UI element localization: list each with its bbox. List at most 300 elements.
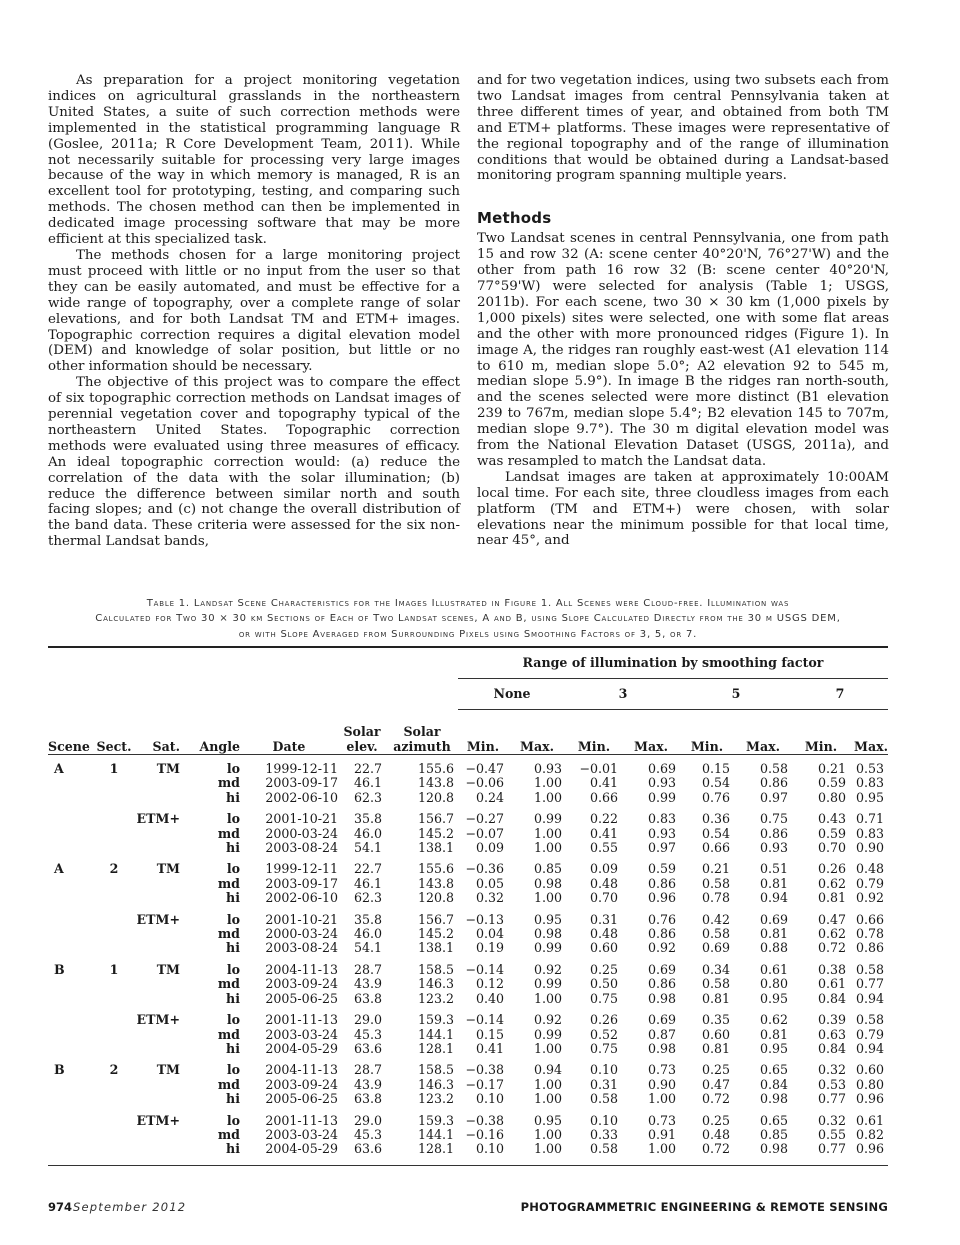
table-cell: 0.58 (589, 1141, 618, 1157)
table-cell: md (217, 1076, 240, 1092)
table-cell: A (54, 761, 64, 776)
table-cell: 0.82 (855, 1126, 884, 1142)
table-cell: 35.8 (353, 811, 382, 827)
table-cell (48, 977, 94, 991)
table-cell: hi (226, 1040, 240, 1056)
caption-line: Calculated for Two 30 × 30 km Sections of Each of Two Landsat scenes, A and B, using Slope Calculated Directly from the 30 m USGS DEM, (95, 613, 841, 625)
table-cell: 0.77 (817, 1141, 846, 1157)
table-cell: 0.96 (855, 1141, 884, 1157)
table-cell: 0.85 (533, 861, 562, 877)
table-cell: 0.32 (475, 890, 504, 906)
table-cell: 1.00 (533, 1091, 562, 1107)
table-cell: 0.86 (647, 976, 676, 992)
table-cell: 0.35 (701, 1012, 730, 1028)
table-cell: md (217, 875, 240, 891)
table-cell: 128.1 (417, 1040, 454, 1056)
table-row (48, 1078, 888, 1092)
column-header: Min. (566, 710, 622, 755)
table-cell: 0.65 (759, 1062, 788, 1078)
table-cell: 0.41 (589, 825, 618, 841)
table-cell: 0.40 (475, 990, 504, 1006)
table-cell: 0.09 (589, 861, 618, 877)
table-cell: 0.25 (589, 961, 618, 977)
table-cell (134, 977, 180, 991)
table-cell: 0.98 (647, 990, 676, 1006)
table-cell: 123.2 (417, 990, 454, 1006)
paragraph: and for two vegetation indices, using two subsets each from two Landsat images from central Pennsylvania taken at three different times of year, and obtained from both TM and ETM+ platforms. These images were representative of the regional topography and of the range of illumination conditions that would be obtained during a Landsat-based monitoring program spanning multiple years. (477, 73, 889, 184)
table-cell: 2003-03-24 (265, 1126, 338, 1142)
table-cell (94, 891, 134, 905)
table-cell: 156.7 (417, 911, 454, 927)
table-cell: −0.38 (465, 1112, 504, 1128)
table-cell: 0.05 (475, 875, 504, 891)
table-cell: lo (226, 1012, 240, 1028)
right-text-column (477, 73, 889, 549)
table-cell: 0.70 (589, 890, 618, 906)
table-cell: 2001-11-13 (265, 1112, 338, 1128)
table-cell: −0.38 (465, 1062, 504, 1078)
table-row (48, 827, 888, 841)
table-cell: 0.69 (647, 961, 676, 977)
table-cell: md (217, 1126, 240, 1142)
table-row (48, 891, 888, 905)
table-cell: 0.73 (647, 1062, 676, 1078)
table-cell (94, 1013, 134, 1027)
table-cell: 0.52 (589, 1026, 618, 1042)
table-cell: md (217, 926, 240, 942)
table-cell: 0.58 (701, 875, 730, 891)
table-cell: 0.77 (855, 976, 884, 992)
table-cell: TM (156, 761, 180, 776)
table-cell: 0.83 (855, 775, 884, 791)
table-cell: 0.21 (701, 861, 730, 877)
table-cell: 0.48 (589, 926, 618, 942)
table-row (48, 1013, 888, 1027)
table-cell: 0.25 (701, 1062, 730, 1078)
table-cell: 0.93 (647, 775, 676, 791)
page-number: 974 (48, 1200, 73, 1214)
table-cell: 144.1 (417, 1126, 454, 1142)
table-row (48, 862, 888, 876)
table-cell: 29.0 (353, 1112, 382, 1128)
table-cell: ETM+ (136, 811, 180, 827)
page-footer (48, 1200, 888, 1216)
table-cell (94, 1092, 134, 1106)
table-cell: 0.36 (701, 811, 730, 827)
table-cell: 1.00 (647, 1141, 676, 1157)
table-row (48, 941, 888, 955)
table-cell: 1.00 (533, 789, 562, 805)
table-cell: 0.15 (475, 1026, 504, 1042)
table-cell: hi (226, 1091, 240, 1107)
table-cell: 146.3 (417, 1076, 454, 1092)
table-cell (94, 1142, 134, 1156)
table-cell: 0.71 (855, 811, 884, 827)
table-cell: 156.7 (417, 811, 454, 827)
table-cell (94, 992, 134, 1006)
table-cell: 0.73 (647, 1112, 676, 1128)
table-cell: 0.99 (533, 811, 562, 827)
table-cell: 28.7 (353, 961, 382, 977)
table-cell: 2001-10-21 (265, 811, 338, 827)
column-header: Solar azimuth (386, 710, 458, 755)
table-cell: 0.84 (759, 1076, 788, 1092)
column-header: Max. (622, 710, 680, 755)
table-cell: 0.66 (589, 789, 618, 805)
table-cell (134, 1142, 180, 1156)
table-cell: 0.75 (759, 811, 788, 827)
table-cell: 0.51 (759, 861, 788, 877)
table-cell: 0.80 (817, 789, 846, 805)
table-cell: 2002-06-10 (265, 789, 338, 805)
table-cell (94, 877, 134, 891)
table-cell: lo (226, 861, 240, 877)
table-cell: 0.86 (759, 825, 788, 841)
table-cell: 0.53 (855, 761, 884, 776)
table-cell (94, 841, 134, 855)
table-row (48, 992, 888, 1006)
table-row (48, 977, 888, 991)
table-cell: 0.75 (589, 1040, 618, 1056)
table-cell (48, 776, 94, 790)
table-cell: 2 (109, 861, 119, 877)
table-cell: 0.83 (855, 825, 884, 841)
paragraph: Two Landsat scenes in central Pennsylvania, one from path 15 and row 32 (A: scene center 40°20'N, 76°27'W) and the other from path 16 row 32 (B: scene center 40°20'N, 77°59'W) were selected for analysis (Table 1; USGS, 2011b). For each scene, two 30 × 30 km (1,000 pixels by 1,000 pixels) sites were selected, one with some flat areas and the other with more pronounced ridges (Figure 1). In image A, the ridges ran roughly east-west (A1 elevation 114 to 610 m, median slope 5.0°; A2 elevation 92 to 545 m, median slope 5.9°). In image B the ridges ran north-south, and the scenes selected were more distinct (B1 elevation 239 to 767m, median slope 5.4°; B2 elevation 145 to 707m, median slope 9.7°). The 30 m digital elevation model was from the National Elevation Dataset (USGS, 2011a), and was resampled to match the Landsat data. (477, 231, 889, 469)
table-cell: 1.00 (533, 775, 562, 791)
table-cell: 2003-09-17 (265, 875, 338, 891)
column-header: Max. (850, 710, 888, 755)
column-header: Scene (48, 710, 94, 755)
table-cell: 1.00 (533, 890, 562, 906)
caption-line: Table 1. Landsat Scene Characteristics for the Images Illustrated in Figure 1. All Scenes were Cloud-free. Illumination was (146, 598, 790, 609)
table-cell: 0.76 (701, 789, 730, 805)
table-cell: 0.34 (701, 961, 730, 977)
table-cell: 0.38 (817, 961, 846, 977)
table-cell (134, 827, 180, 841)
column-header: Min. (458, 710, 508, 755)
column-header: Min. (680, 710, 734, 755)
table-cell: 0.95 (759, 990, 788, 1006)
table-cell: 63.8 (353, 990, 382, 1006)
paragraph: As preparation for a project monitoring vegetation indices on agricultural grasslands in the northeastern United States, a suite of such correction methods were implemented in the statistical programming language R (Goslee, 2011a; R Core Development Team, 2011). While not necessarily suitable for processing very large images because of the way in which memory is managed, R is an excellent tool for prototyping, testing, and comparing such methods. The chosen method can then be implemented in dedicated image processing software that may be more efficient at this specialized task. (48, 73, 460, 248)
table-cell: 46.1 (353, 875, 382, 891)
table-cell: 0.12 (475, 976, 504, 992)
table-cell: 0.60 (855, 1062, 884, 1078)
table-cell: 0.88 (759, 940, 788, 956)
table-cell: 0.81 (701, 1040, 730, 1056)
table-cell: 2000-03-24 (265, 926, 338, 942)
table-cell: 0.59 (647, 861, 676, 877)
table-cell: 1.00 (533, 1076, 562, 1092)
table-row (48, 1028, 888, 1042)
table-cell: 0.69 (759, 911, 788, 927)
table-cell: 0.92 (647, 940, 676, 956)
table-cell: 0.69 (647, 761, 676, 776)
table-cell: 0.09 (475, 840, 504, 856)
table-cell: 0.76 (647, 911, 676, 927)
table-cell (48, 877, 94, 891)
table-cell: ETM+ (136, 911, 180, 927)
table-cell: 0.92 (533, 1012, 562, 1028)
table-cell: 0.72 (701, 1141, 730, 1157)
table-cell: 2004-11-13 (265, 961, 338, 977)
table-cell: −0.14 (465, 1012, 504, 1028)
table-row (48, 927, 888, 941)
column-header: Min. (792, 710, 850, 755)
table-cell (94, 977, 134, 991)
table-cell: md (217, 775, 240, 791)
table-cell: 158.5 (417, 961, 454, 977)
table-cell: 0.96 (855, 1091, 884, 1107)
table-cell: md (217, 1026, 240, 1042)
table-cell: 138.1 (417, 940, 454, 956)
table-cell (94, 1078, 134, 1092)
table-cell: 1 (109, 761, 119, 776)
table-cell: 1.00 (533, 1141, 562, 1157)
table-cell: 0.66 (701, 840, 730, 856)
table-cell: 0.98 (533, 926, 562, 942)
table-cell: 0.60 (701, 1026, 730, 1042)
caption-line: or with Slope Averaged from Surrounding Pixels using Smoothing Factors of 3, 5, or 7. (238, 628, 698, 640)
table-cell: 0.93 (759, 840, 788, 856)
table-cell: lo (226, 1062, 240, 1078)
smoothing-factor-header: 3 (566, 679, 680, 710)
table-cell: hi (226, 990, 240, 1006)
table-cell: 0.90 (647, 1076, 676, 1092)
table-cell: 63.8 (353, 1091, 382, 1107)
table-cell: lo (226, 811, 240, 827)
table-cell: 0.79 (855, 1026, 884, 1042)
table-cell: 0.24 (475, 789, 504, 805)
left-text-column (48, 73, 460, 550)
table-cell: 0.26 (817, 861, 846, 877)
table-cell: −0.16 (465, 1126, 504, 1142)
table-cell: −0.13 (465, 911, 504, 927)
table-cell: 1.00 (533, 825, 562, 841)
table-cell: 0.54 (701, 825, 730, 841)
table-cell: B (54, 961, 65, 977)
table-cell: 1.00 (533, 990, 562, 1006)
table-cell: 0.55 (589, 840, 618, 856)
table-cell: hi (226, 940, 240, 956)
table-cell: 2003-08-24 (265, 940, 338, 956)
table-cell: 0.94 (855, 1040, 884, 1056)
issue-date: September 2012 (73, 1200, 187, 1214)
table-row (48, 877, 888, 891)
table-row (48, 1142, 888, 1156)
table-cell: ETM+ (136, 1112, 180, 1128)
table-cell (94, 776, 134, 790)
table-cell: 2001-10-21 (265, 911, 338, 927)
table-cell: 0.10 (589, 1062, 618, 1078)
table-cell: 0.65 (759, 1112, 788, 1128)
paragraph: Landsat images are taken at approximately 10:00AM local time. For each site, three cloudless images from each platform (TM and ETM+) were chosen, with solar elevations near the minimum possible for that local time, near 45°, and (477, 469, 889, 549)
table-cell: 0.48 (589, 875, 618, 891)
table-cell: ETM+ (136, 1012, 180, 1028)
table-cell: 22.7 (353, 761, 382, 776)
table-cell: 1.00 (533, 1126, 562, 1142)
table-cell (48, 1042, 94, 1056)
table-cell: 0.33 (589, 1126, 618, 1142)
table-cell (48, 1114, 94, 1128)
table-cell: −0.06 (465, 775, 504, 791)
column-header: Max. (508, 710, 566, 755)
table-cell: 0.86 (647, 926, 676, 942)
table-row (48, 762, 888, 776)
table-cell: 0.39 (817, 1012, 846, 1028)
table-cell (94, 1128, 134, 1142)
smoothing-factor-header: 5 (680, 679, 792, 710)
table-cell: 0.99 (647, 789, 676, 805)
table-cell: 0.58 (855, 961, 884, 977)
table-cell: md (217, 976, 240, 992)
table-cell (134, 1092, 180, 1106)
table-cell: 46.1 (353, 775, 382, 791)
table-cell (48, 913, 94, 927)
table-cell (94, 1114, 134, 1128)
table-cell: 0.78 (855, 926, 884, 942)
table-cell: 0.26 (589, 1012, 618, 1028)
table-cell (48, 941, 94, 955)
table-row (48, 963, 888, 977)
smoothing-factor-header: 7 (792, 679, 888, 710)
column-header: Date (240, 710, 338, 755)
table-cell: TM (156, 1062, 180, 1078)
table-cell: 0.94 (759, 890, 788, 906)
table-cell: 0.58 (701, 976, 730, 992)
table-cell: 35.8 (353, 911, 382, 927)
table-cell: 0.47 (701, 1076, 730, 1092)
table-cell: 120.8 (417, 789, 454, 805)
table-cell: 45.3 (353, 1126, 382, 1142)
table-cell: 54.1 (353, 840, 382, 856)
table-row (48, 1128, 888, 1142)
table-cell: 0.81 (759, 926, 788, 942)
table-row (48, 1063, 888, 1077)
table-row (48, 791, 888, 805)
table-cell: 28.7 (353, 1062, 382, 1078)
table-cell: 0.62 (817, 926, 846, 942)
table-cell: 2000-03-24 (265, 825, 338, 841)
smoothing-factor-header: None (458, 679, 566, 710)
table-cell: 43.9 (353, 976, 382, 992)
table-cell: −0.17 (465, 1076, 504, 1092)
table-cell: 0.95 (759, 1040, 788, 1056)
table-cell: 0.58 (701, 926, 730, 942)
table-cell: 159.3 (417, 1012, 454, 1028)
table-cell: A (54, 861, 64, 877)
table-cell: 0.79 (855, 875, 884, 891)
table-cell: −0.01 (579, 761, 618, 776)
table-cell: 120.8 (417, 890, 454, 906)
table-cell: 0.99 (533, 976, 562, 992)
table-cell: 0.96 (647, 890, 676, 906)
table-cell (48, 1028, 94, 1042)
table-cell: lo (226, 1112, 240, 1128)
table-cell: 0.86 (759, 775, 788, 791)
table-cell: 2003-09-24 (265, 976, 338, 992)
table-cell: 0.22 (589, 811, 618, 827)
table-cell (48, 827, 94, 841)
table-cell: 0.86 (647, 875, 676, 891)
table-cell: 0.10 (589, 1112, 618, 1128)
table-cell: −0.36 (465, 861, 504, 877)
table-cell: hi (226, 1141, 240, 1157)
table-row (48, 913, 888, 927)
table-cell: 2 (109, 1062, 119, 1078)
table-cell: 0.94 (533, 1062, 562, 1078)
table-cell (48, 992, 94, 1006)
table-cell: 63.6 (353, 1040, 382, 1056)
table-cell: 0.42 (701, 911, 730, 927)
table-row (48, 776, 888, 790)
table-cell: 0.98 (533, 875, 562, 891)
column-header: Max. (734, 710, 792, 755)
table-cell: 2005-06-25 (265, 990, 338, 1006)
table-cell (134, 1042, 180, 1056)
table-cell: 0.85 (759, 1126, 788, 1142)
table-cell: −0.47 (465, 761, 504, 776)
table-cell: 2004-11-13 (265, 1062, 338, 1078)
table-cell: 22.7 (353, 861, 382, 877)
table-cell: 0.10 (475, 1141, 504, 1157)
table-cell: 0.91 (647, 1126, 676, 1142)
column-header: Angle (180, 710, 240, 755)
table-cell: 138.1 (417, 840, 454, 856)
table-cell: −0.27 (465, 811, 504, 827)
table-cell: 0.92 (855, 890, 884, 906)
table-cell (48, 927, 94, 941)
table-cell: 43.9 (353, 1076, 382, 1092)
table-cell: 0.69 (701, 940, 730, 956)
table-cell: 0.62 (817, 875, 846, 891)
table-cell: 0.80 (855, 1076, 884, 1092)
table-cell: 0.97 (647, 840, 676, 856)
section-heading: Methods (477, 209, 552, 228)
table-cell: 159.3 (417, 1112, 454, 1128)
table-cell: 0.93 (647, 825, 676, 841)
table-cell: 0.25 (701, 1112, 730, 1128)
table-cell: hi (226, 789, 240, 805)
table-cell: 0.84 (817, 990, 846, 1006)
table-cell: 2003-09-17 (265, 775, 338, 791)
table-cell (134, 791, 180, 805)
table-cell: 0.98 (759, 1091, 788, 1107)
table-cell: 0.70 (817, 840, 846, 856)
table-row (48, 1114, 888, 1128)
table-cell: hi (226, 890, 240, 906)
table-row (48, 1042, 888, 1056)
table-cell (134, 841, 180, 855)
table-cell: 29.0 (353, 1012, 382, 1028)
table-cell: 2003-09-24 (265, 1076, 338, 1092)
table-cell (134, 1078, 180, 1092)
table-cell: 158.5 (417, 1062, 454, 1078)
table-cell: 2004-05-29 (265, 1141, 338, 1157)
table-cell: 1 (109, 961, 119, 977)
table-cell: 0.31 (589, 911, 618, 927)
table-cell: 1.00 (533, 840, 562, 856)
table-cell (48, 812, 94, 826)
table-cell: 143.8 (417, 775, 454, 791)
table-cell: 0.94 (855, 990, 884, 1006)
table-cell: 0.99 (533, 1026, 562, 1042)
table-cell (48, 1013, 94, 1027)
table-cell (94, 927, 134, 941)
scene-characteristics-table (48, 646, 888, 1166)
table-cell: 0.59 (817, 775, 846, 791)
table-cell: hi (226, 840, 240, 856)
